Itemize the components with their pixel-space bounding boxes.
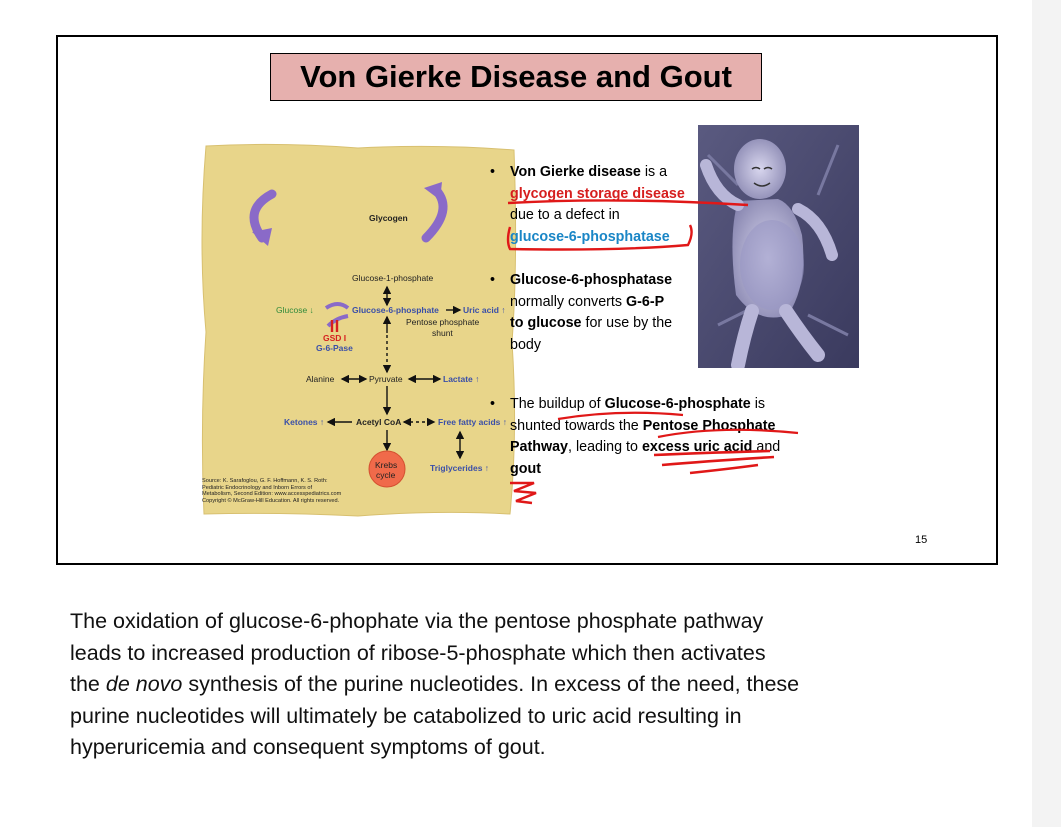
label-krebs-1: Krebs	[375, 460, 398, 470]
label-pentose-2: shunt	[432, 328, 453, 338]
b3-text-3: shunted towards the	[510, 417, 643, 434]
label-glycogen: Glycogen	[369, 213, 408, 223]
b3-bold-2: Pentose Phosphate	[642, 417, 776, 434]
b3-text-2: is	[750, 396, 766, 412]
b2-text-1: normally converts	[510, 293, 627, 310]
notes-line-3	[70, 669, 1000, 701]
notes-line-1: The oxidation of glucose-6-phophate via the pentose phosphate pathway	[70, 609, 764, 633]
scrollbar-track[interactable]	[1032, 0, 1061, 827]
bullet-3	[488, 394, 828, 480]
source-line-1: Source: K. Sarafoglou, G. F. Hoffmann, K. S. Roth:	[202, 478, 328, 484]
b3-text-5: and	[752, 439, 781, 455]
label-gsd: GSD I	[323, 333, 347, 343]
b3-bold-3: Pathway	[510, 439, 569, 455]
source-line-4: Copyright © McGraw-Hill Education. All rights reserved.	[202, 497, 340, 504]
label-ffa: Free fatty acids ↑	[438, 417, 507, 427]
slide-title: Von Gierke Disease and Gout	[270, 53, 762, 101]
b3-bold-5: gout	[510, 460, 541, 477]
bullet-dot-icon: •	[490, 272, 496, 288]
label-g1p: Glucose-1-phosphate	[352, 273, 434, 283]
b3-bold-4: excess uric acid	[641, 439, 753, 455]
label-g6pase: G-6-Pase	[316, 343, 353, 353]
notes-line-5: hyperuricemia and consequent symptoms of gout.	[70, 735, 546, 759]
notes-line-4: purine nucleotides will ultimately be catabolized to uric acid resulting in	[70, 703, 742, 728]
label-ketones: Ketones ↑	[284, 417, 325, 427]
bullet-dot-icon: •	[490, 164, 496, 180]
label-pentose-1: Pentose phosphate	[406, 317, 480, 327]
slide	[56, 35, 998, 565]
label-alanine: Alanine	[306, 374, 335, 384]
patient-photo	[698, 125, 859, 368]
pathway-diagram	[198, 142, 518, 517]
label-glucose: Glucose ↓	[276, 305, 314, 315]
b3-text-1: The buildup of	[510, 396, 605, 412]
label-acetyl: Acetyl CoA	[356, 417, 402, 427]
label-g6p: Glucose-6-phosphate	[352, 305, 439, 315]
b2-bold-3: to glucose	[510, 315, 582, 331]
b2-text-2: for use by the	[581, 315, 673, 331]
bullet-dot-icon: •	[490, 396, 496, 412]
speaker-notes	[70, 606, 1000, 764]
diagram-source	[202, 478, 462, 504]
notes-line-3b: synthesis of the purine nucleotides. In excess of the need, these	[182, 672, 800, 696]
source-line-2: Pediatric Endocrinology and Inborn Errors of	[202, 484, 313, 491]
parchment-background	[202, 144, 516, 516]
b2-text-3: body	[510, 336, 542, 353]
notes-line-2: leads to increased production of ribose-5-phosphate which then activates	[70, 640, 766, 665]
label-pyruvate: Pyruvate	[369, 374, 403, 384]
b3-text-4: , leading to	[568, 439, 642, 455]
notes-line-3a: the	[70, 672, 106, 696]
b1-red: glycogen storage disease	[510, 185, 685, 202]
source-line-3: Metabolism, Second Edition: www.accesspediatrics.com	[202, 491, 342, 498]
photo-abdomen	[740, 220, 804, 310]
b1-blue: glucose-6-phosphatase	[510, 228, 670, 245]
pathway-diagram-svg	[198, 142, 518, 517]
label-krebs-2: cycle	[376, 470, 396, 480]
b2-bold-2: G-6-P	[626, 293, 665, 310]
label-triglycerides: Triglycerides ↑	[430, 463, 490, 473]
label-lactate: Lactate ↑	[443, 374, 480, 384]
notes-italic-de-novo: de novo	[105, 672, 183, 696]
b1-text-1: is a	[640, 164, 668, 180]
label-uric-acid: Uric acid ↑	[463, 305, 506, 315]
b3-bold-1: Glucose-6-phosphate	[604, 396, 751, 412]
b1-text-2: due to a defect in	[510, 207, 620, 223]
page-number: 15	[915, 534, 928, 546]
b1-bold: Von Gierke disease	[510, 164, 641, 180]
b2-bold-1: Glucose-6-phosphatase	[510, 272, 673, 288]
